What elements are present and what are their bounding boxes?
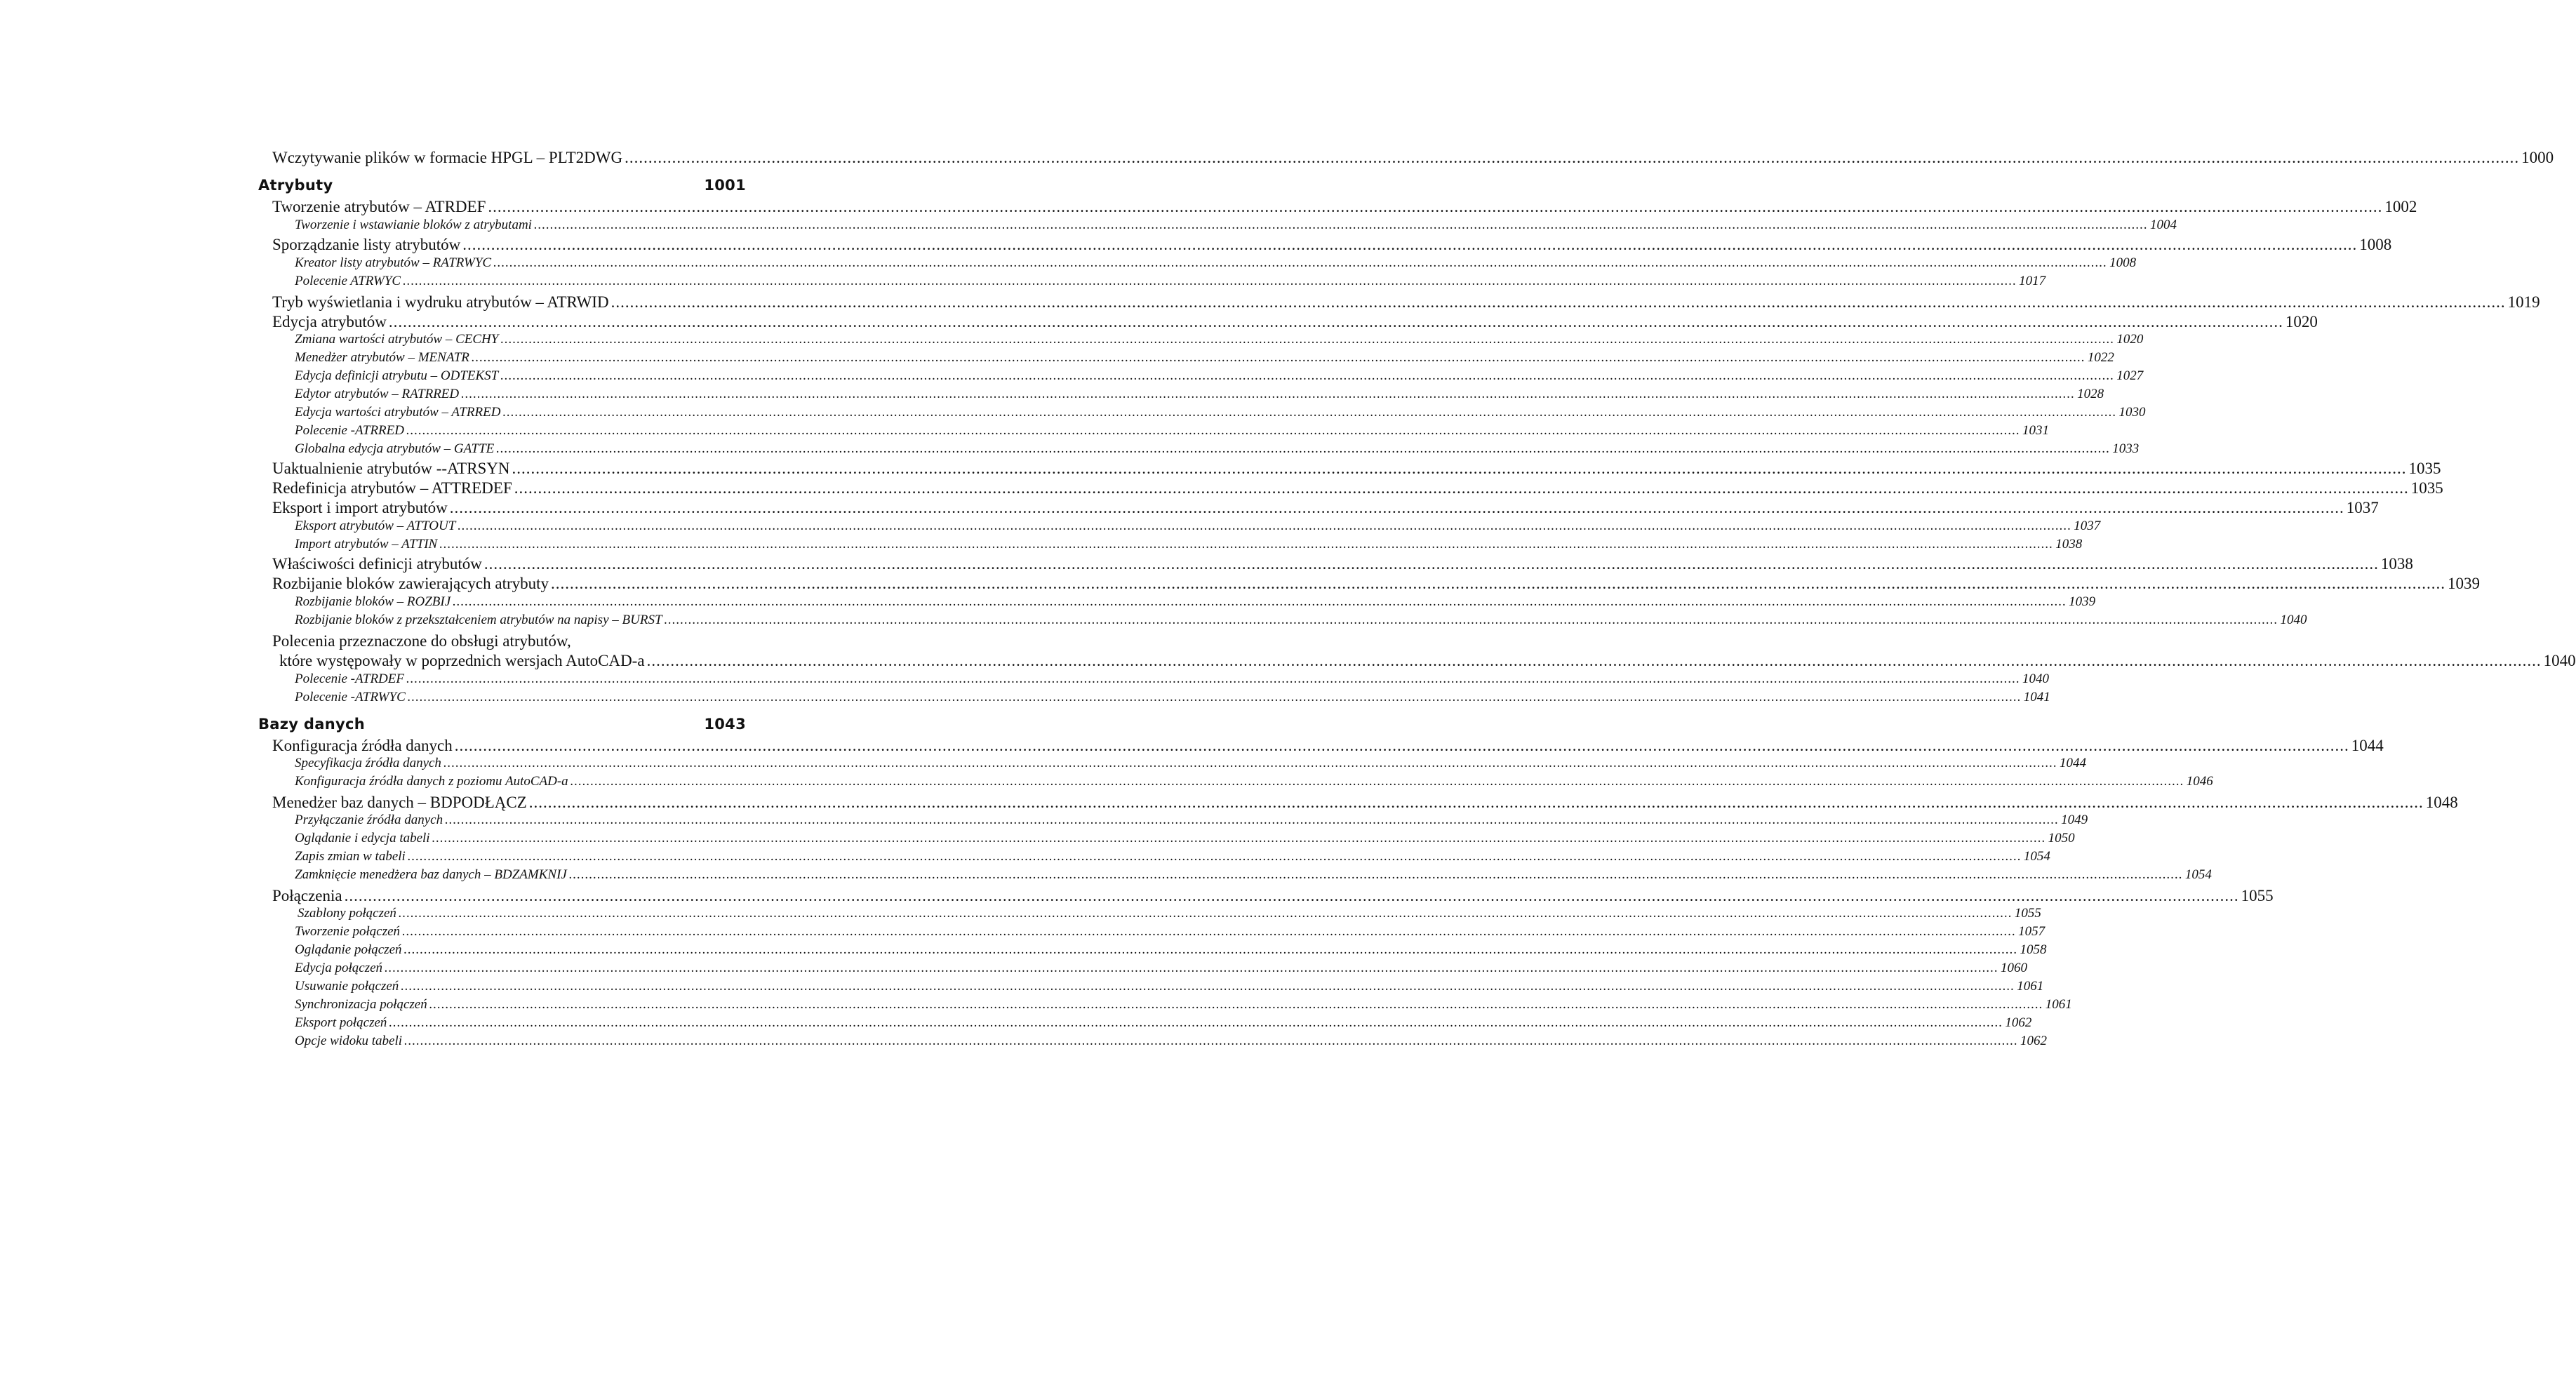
toc-subentry[interactable] (295, 924, 2046, 940)
entry-title: Oglądanie i edycja tabeli (295, 831, 430, 846)
toc-subentry[interactable] (295, 961, 2028, 976)
toc-entry[interactable] (272, 236, 2392, 254)
dot-leader: ................................................................................................................................................................................................................................................................................................................................................................................................................ (429, 997, 2043, 1012)
dot-leader: ................................................................................................................................................................................................................................................................................................................................................................................................................ (388, 313, 2283, 330)
entry-page-number: 1055 (2241, 887, 2274, 904)
entry-page-number: 1002 (2384, 198, 2417, 215)
dot-leader: ................................................................................................................................................................................................................................................................................................................................................................................................................ (514, 479, 2409, 497)
entry-page-number: 1049 (2061, 813, 2088, 827)
entry-page-number: 1031 (2022, 423, 2049, 438)
entry-page-number: 1062 (2020, 1034, 2048, 1048)
dot-leader: ................................................................................................................................................................................................................................................................................................................................................................................................................ (439, 537, 2054, 552)
entry-page-number: 1000 (2521, 149, 2554, 166)
toc-entry[interactable] (272, 313, 2318, 331)
toc-subentry[interactable] (295, 519, 2101, 534)
dot-leader: ................................................................................................................................................................................................................................................................................................................................................................................................................ (385, 961, 1999, 975)
dot-leader: ................................................................................................................................................................................................................................................................................................................................................................................................................ (551, 575, 2446, 592)
entry-title: Sporządzanie listy atrybutów (272, 236, 461, 253)
entry-title: Edycja definicji atrybutu – ODTEKST (295, 368, 499, 383)
entry-title: Właściwości definicji atrybutów (272, 555, 482, 573)
toc-subentry[interactable] (295, 274, 2046, 289)
dot-leader: ................................................................................................................................................................................................................................................................................................................................................................................................................ (533, 218, 2148, 232)
entry-page-number: 1030 (2118, 405, 2146, 420)
toc-subentry[interactable] (295, 255, 2137, 271)
entry-title: Połączenia (272, 887, 342, 904)
dot-leader: ................................................................................................................................................................................................................................................................................................................................................................................................................ (443, 756, 2057, 770)
entry-page-number: 1039 (2448, 575, 2481, 592)
entry-page-number: 1057 (2018, 924, 2046, 939)
entry-page-number: 1008 (2359, 236, 2392, 253)
dot-leader: ................................................................................................................................................................................................................................................................................................................................................................................................................ (570, 774, 2184, 789)
entry-page-number: 1058 (2020, 942, 2047, 957)
entry-page-number: 1046 (2186, 774, 2213, 789)
entry-title: Zapis zmian w tabeli (295, 849, 406, 864)
entry-page-number: 1027 (2116, 368, 2144, 383)
dot-leader: ................................................................................................................................................................................................................................................................................................................................................................................................................ (568, 867, 2183, 882)
toc-entry[interactable] (272, 293, 2540, 312)
dot-leader: ................................................................................................................................................................................................................................................................................................................................................................................................................ (496, 441, 2111, 456)
toc-subentry[interactable] (295, 690, 2050, 705)
toc-entry[interactable] (272, 575, 2481, 593)
toc-entry[interactable] (272, 887, 2274, 905)
toc-subentry[interactable] (295, 756, 2086, 771)
dot-leader: ................................................................................................................................................................................................................................................................................................................................................................................................................ (454, 737, 2349, 754)
toc-entry[interactable] (272, 479, 2443, 497)
entry-page-number: 1004 (2149, 218, 2177, 232)
entry-page-number: 1037 (2074, 519, 2101, 533)
entry-page-number: 1019 (2507, 293, 2540, 311)
entry-title: Kreator listy atrybutów – RATRWYC (295, 255, 492, 270)
entry-page-number: 1044 (2351, 737, 2384, 754)
toc-entry[interactable] (272, 198, 2417, 216)
entry-title: Tryb wyświetlania i wydruku atrybutów – ATRWID (272, 293, 609, 311)
toc-subentry[interactable] (295, 813, 2088, 828)
toc-entry[interactable] (272, 555, 2413, 573)
toc-subentry[interactable] (298, 906, 2041, 921)
entry-title: Usuwanie połączeń (295, 979, 399, 994)
entry-title: Redefinicja atrybutów – ATTREDEF (272, 479, 512, 497)
entry-page-number: 1061 (2045, 997, 2072, 1012)
entry-page-number: 1060 (2001, 961, 2028, 975)
toc-entry[interactable] (272, 794, 2458, 812)
entry-title: Szablony połączeń (298, 906, 396, 921)
dot-leader: ................................................................................................................................................................................................................................................................................................................................................................................................................ (512, 460, 2407, 477)
toc-subentry[interactable] (295, 368, 2144, 384)
entry-title: Polecenie -ATRWYC (295, 690, 406, 704)
entry-page-number: 1062 (2005, 1015, 2032, 1030)
entry-page-number: 1048 (2425, 794, 2458, 811)
entry-title: Tworzenie atrybutów – ATRDEF (272, 198, 486, 215)
dot-leader: ................................................................................................................................................................................................................................................................................................................................................................................................................ (483, 555, 2379, 573)
entry-title: Menedżer baz danych – BDPODŁĄCZ (272, 794, 527, 811)
dot-leader: ................................................................................................................................................................................................................................................................................................................................................................................................................ (445, 813, 2060, 827)
toc-subentry[interactable] (295, 1034, 2048, 1049)
entry-page-number: 1055 (2014, 906, 2041, 921)
toc-subentry[interactable] (295, 942, 2047, 958)
dot-leader: ................................................................................................................................................................................................................................................................................................................................................................................................................ (403, 942, 2018, 957)
toc-subentry[interactable] (295, 537, 2083, 552)
entry-page-number: 1040 (2280, 613, 2307, 627)
entry-title: Rozbijanie bloków – ROZBIJ (295, 594, 451, 609)
entry-title: Import atrybutów – ATTIN (295, 537, 438, 552)
dot-leader: ................................................................................................................................................................................................................................................................................................................................................................................................................ (461, 387, 2076, 401)
dot-leader: ................................................................................................................................................................................................................................................................................................................................................................................................................ (407, 690, 2022, 704)
entry-title: Rozbijanie bloków z przekształceniem atrybutów na napisy – BURST (295, 613, 662, 627)
entry-page-number: 1033 (2112, 441, 2140, 456)
entry-title: które występowały w poprzednich wersjach AutoCAD-a (279, 652, 645, 669)
entry-title: Polecenia przeznaczone do obsługi atrybutów, (272, 632, 571, 650)
entry-title: Globalna edycja atrybutów – GATTE (295, 441, 495, 456)
toc-subentry[interactable] (295, 671, 2049, 687)
toc-entry[interactable] (272, 149, 2554, 167)
dot-leader: ................................................................................................................................................................................................................................................................................................................................................................................................................ (344, 887, 2239, 904)
chapter-heading[interactable] (258, 177, 746, 194)
entry-page-number: 1044 (2059, 756, 2086, 770)
entry-title: Uaktualnienie atrybutów --ATRSYN (272, 460, 510, 477)
toc-subentry[interactable] (295, 387, 2104, 402)
dot-leader: ................................................................................................................................................................................................................................................................................................................................................................................................................ (389, 1015, 2003, 1030)
dot-leader: ................................................................................................................................................................................................................................................................................................................................................................................................................ (528, 794, 2424, 811)
entry-title: Eksport połączeń (295, 1015, 387, 1030)
dot-leader: ................................................................................................................................................................................................................................................................................................................................................................................................................ (493, 255, 2108, 270)
toc-subentry[interactable] (295, 350, 2114, 366)
entry-page-number: 1041 (2023, 690, 2050, 704)
entry-title: Menedżer atrybutów – MENATR (295, 350, 469, 365)
entry-page-number: 1037 (2346, 499, 2379, 516)
toc-subentry[interactable] (295, 831, 2075, 846)
entry-title: Polecenie -ATRDEF (295, 671, 404, 686)
toc-subentry[interactable] (295, 849, 2050, 864)
entry-page-number: 1008 (2109, 255, 2137, 270)
entry-page-number: 1040 (2022, 671, 2049, 686)
entry-page-number: 1050 (2048, 831, 2075, 846)
entry-page-number: 1035 (2408, 460, 2441, 477)
entry-title: Eksport i import atrybutów (272, 499, 448, 516)
entry-title: Rozbijanie bloków zawierających atrybuty (272, 575, 549, 592)
dot-leader: ................................................................................................................................................................................................................................................................................................................................................................................................................ (500, 368, 2115, 383)
dot-leader: ................................................................................................................................................................................................................................................................................................................................................................................................................ (471, 350, 2086, 365)
dot-leader: ................................................................................................................................................................................................................................................................................................................................................................................................................ (646, 652, 2542, 669)
toc-subentry[interactable] (295, 774, 2213, 789)
entry-page-number: 1020 (2116, 332, 2144, 347)
dot-leader: ................................................................................................................................................................................................................................................................................................................................................................................................................ (488, 198, 2383, 215)
entry-title: Tworzenie połączeń (295, 924, 401, 939)
dot-leader: ................................................................................................................................................................................................................................................................................................................................................................................................................ (404, 1034, 2019, 1048)
chapter-title: Bazy danych (258, 716, 365, 733)
entry-page-number: 1017 (2019, 274, 2046, 288)
toc-subentry[interactable] (295, 1015, 2032, 1031)
entry-title: Edycja połączeń (295, 961, 383, 975)
toc-subentry[interactable] (295, 867, 2212, 883)
toc-subentry[interactable] (295, 594, 2096, 610)
entry-title: Tworzenie i wstawianie bloków z atrybutami (295, 218, 532, 232)
toc-subentry[interactable] (295, 332, 2144, 347)
entry-page-number: 1020 (2285, 313, 2318, 330)
entry-title: Zamknięcie menedżera baz danych – BDZAMKNIJ (295, 867, 567, 882)
dot-leader: ................................................................................................................................................................................................................................................................................................................................................................................................................ (407, 849, 2022, 864)
toc-entry[interactable] (272, 460, 2441, 478)
dot-leader: ................................................................................................................................................................................................................................................................................................................................................................................................................ (458, 519, 2072, 533)
entry-page-number: 1061 (2017, 979, 2044, 994)
toc-subentry[interactable] (295, 997, 2072, 1013)
chapter-page: 1043 (704, 716, 746, 733)
entry-title: Opcje widoku tabeli (295, 1034, 403, 1048)
entry-page-number: 1022 (2087, 350, 2114, 365)
dot-leader: ................................................................................................................................................................................................................................................................................................................................................................................................................ (403, 274, 2017, 288)
dot-leader: ................................................................................................................................................................................................................................................................................................................................................................................................................ (625, 149, 2520, 166)
entry-title: Zmiana wartości atrybutów – CECHY (295, 332, 499, 347)
toc-entry[interactable] (272, 737, 2384, 755)
entry-title: Oglądanie połączeń (295, 942, 402, 957)
dot-leader: ................................................................................................................................................................................................................................................................................................................................................................................................................ (453, 594, 2067, 609)
dot-leader: ................................................................................................................................................................................................................................................................................................................................................................................................................ (502, 405, 2117, 420)
chapter-page: 1001 (704, 177, 746, 194)
entry-title: Edycja wartości atrybutów – ATRRED (295, 405, 501, 420)
toc-entry[interactable] (272, 499, 2379, 517)
entry-title: Polecenie ATRWYC (295, 274, 401, 288)
dot-leader: ................................................................................................................................................................................................................................................................................................................................................................................................................ (398, 906, 2013, 921)
entry-page-number: 1054 (2184, 867, 2212, 882)
entry-page-number: 1038 (2055, 537, 2083, 552)
entry-title: Edytor atrybutów – RATRRED (295, 387, 460, 401)
chapter-heading[interactable] (258, 716, 746, 733)
entry-title: Konfiguracja źródła danych z poziomu AutoCAD-a (295, 774, 568, 789)
dot-leader: ................................................................................................................................................................................................................................................................................................................................................................................................................ (462, 236, 2358, 253)
entry-title: Edycja atrybutów (272, 313, 387, 330)
entry-title: Wczytywanie plików w formacie HPGL – PLT2DWG (272, 149, 623, 166)
dot-leader: ................................................................................................................................................................................................................................................................................................................................................................................................................ (432, 831, 2046, 846)
toc-subentry[interactable] (295, 423, 2049, 439)
dot-leader: ................................................................................................................................................................................................................................................................................................................................................................................................................ (449, 499, 2344, 516)
entry-title: Eksport atrybutów – ATTOUT (295, 519, 456, 533)
entry-title: Przyłączanie źródła danych (295, 813, 443, 827)
entry-title: Polecenie -ATRRED (295, 423, 404, 438)
entry-page-number: 1028 (2077, 387, 2104, 401)
toc-entry[interactable] (279, 652, 2576, 670)
chapter-title: Atrybuty (258, 177, 333, 194)
dot-leader: ................................................................................................................................................................................................................................................................................................................................................................................................................ (401, 979, 2015, 994)
entry-title: Specyfikacja źródła danych (295, 756, 441, 770)
entry-page-number: 1040 (2543, 652, 2576, 669)
dot-leader: ................................................................................................................................................................................................................................................................................................................................................................................................................ (664, 613, 2278, 627)
dot-leader: ................................................................................................................................................................................................................................................................................................................................................................................................................ (500, 332, 2115, 347)
entry-title: Konfiguracja źródła danych (272, 737, 453, 754)
dot-leader: ................................................................................................................................................................................................................................................................................................................................................................................................................ (406, 423, 2020, 438)
entry-page-number: 1035 (2410, 479, 2443, 497)
toc-subentry[interactable] (295, 441, 2140, 457)
toc-subentry[interactable] (295, 405, 2146, 420)
entry-title: Synchronizacja połączeń (295, 997, 427, 1012)
entry-page-number: 1054 (2023, 849, 2050, 864)
entry-page-number: 1038 (2380, 555, 2413, 573)
dot-leader: ................................................................................................................................................................................................................................................................................................................................................................................................................ (406, 671, 2020, 686)
toc-subentry[interactable] (295, 979, 2044, 994)
toc-subentry[interactable] (295, 218, 2177, 233)
toc-subentry[interactable] (295, 613, 2307, 628)
dot-leader: ................................................................................................................................................................................................................................................................................................................................................................................................................ (402, 924, 2017, 939)
entry-page-number: 1039 (2069, 594, 2096, 609)
toc-entry[interactable] (272, 632, 746, 650)
dot-leader: ................................................................................................................................................................................................................................................................................................................................................................................................................ (610, 293, 2506, 311)
